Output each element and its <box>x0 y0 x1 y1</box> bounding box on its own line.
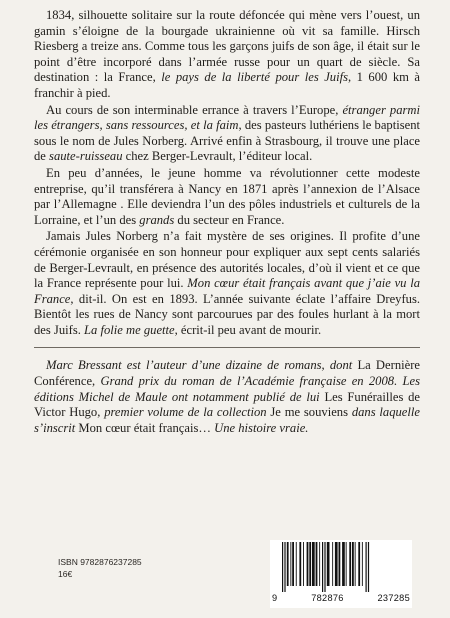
text-run: Mon cœur était français… <box>75 420 215 435</box>
barcode-bar <box>327 542 330 586</box>
barcode-bar <box>312 542 315 586</box>
synopsis-paragraph <box>34 103 420 165</box>
italic-run: Mon cœur était français avant que j’aie vu la France <box>34 276 420 306</box>
barcode-bar <box>342 542 345 586</box>
text-run: , des pasteurs luthériens le baptisent sous le nom de Jules Norberg. Arrivé enfin à Strasbourg, il trouve une place de <box>34 118 420 164</box>
synopsis-paragraph <box>34 166 420 228</box>
barcode-bar <box>335 542 338 586</box>
text-run: La Dernière Conférence, <box>34 358 420 389</box>
barcode-bar <box>358 542 360 586</box>
barcode-bars <box>270 540 412 592</box>
barcode-bar <box>349 542 351 586</box>
barcode-bar <box>319 542 320 586</box>
isbn-block <box>58 556 142 580</box>
author-blurb <box>34 358 420 436</box>
barcode-bar <box>287 542 289 586</box>
barcode-bar <box>307 542 309 586</box>
italic-run: grands <box>139 212 175 227</box>
text-run: Au cours de son interminable errance à travers l’Europe, <box>46 102 343 117</box>
barcode-bar <box>346 542 347 586</box>
text-run: Jamais Jules Norberg n’a fait mystère de ses origines. Il profite d’une cérémonie organisée en son honneur pour expliquer aux sept cents salariés de Berger-Levrault, en présence des autorités locales, d’où il vient et ce que la France représente pour lui. <box>34 229 420 291</box>
barcode-bar <box>303 542 304 586</box>
barcode-bar <box>332 542 333 586</box>
text-run: chez Berger-Levrault, l’éditeur local. <box>122 149 313 164</box>
italic-run: saute-ruisseau <box>49 149 123 164</box>
italic-run: le pays de la liberté pour les Juifs <box>161 70 348 85</box>
text-run: 1834, silhouette solitaire sur la route défoncée qui mène vers l’ouest, un gamin s’éloigne de la bourgade ukrainienne où vit sa famille. Hirsch Riesberg a treize ans. Comme tous les garçons juifs de son âge, il était sur le point d’être incorporé dans l’armée russe pour un quart de siècle. Sa destination : la France, <box>34 8 420 85</box>
synopsis-paragraph <box>34 8 420 102</box>
italic-run: dans laquelle s’inscrit <box>34 405 420 435</box>
barcode-digits <box>270 593 412 603</box>
text-run: Les Funérailles de Victor Hugo, <box>34 389 420 420</box>
text-run: Je me souviens <box>266 405 352 420</box>
price-label: 16€ <box>58 569 73 579</box>
barcode-bar <box>324 542 325 592</box>
barcode-bar <box>292 542 294 586</box>
barcode-bar <box>366 542 367 592</box>
italic-run: La folie me guette <box>84 322 175 337</box>
barcode-bar <box>316 542 318 586</box>
synopsis-paragraph <box>34 229 420 338</box>
barcode-bar <box>282 542 283 592</box>
italic-run: premier volume de la collection <box>104 405 267 420</box>
text-run: En peu d’années, le jeune homme va révolutionner cette modeste entreprise, qu’il transférera à Nancy en 1871 après l’annexion de l’Alsace par l’Allemagne . Elle deviendra l’un des pôles industriels et culturels de la Lorraine, et l’un des <box>34 165 420 227</box>
text-run: du secteur en France. <box>174 212 285 227</box>
text-run: , dit-il. On est en 1893. L’année suivante éclate l’affaire Dreyfus. Bientôt les rues de Nancy sont parcourues par des foules hurlant à la mort des Juifs. <box>34 291 420 337</box>
isbn-number: ISBN 9782876237285 <box>58 557 142 567</box>
italic-run: Une histoire vraie. <box>214 420 309 435</box>
synopsis <box>34 8 420 338</box>
barcode-digit-group-2: 237285 <box>377 593 410 603</box>
italic-run: Marc Bressant est l’auteur d’une dizaine de romans, dont <box>46 358 353 373</box>
barcode-bar <box>339 542 341 586</box>
text-run: , écrit-il peu avant de mourir. <box>174 322 322 337</box>
text-run: , 1 600 km à franchir à pied. <box>34 70 420 100</box>
barcode-bar <box>355 542 356 586</box>
barcode-bar <box>284 542 285 592</box>
back-cover-text <box>34 8 420 436</box>
barcode-bar <box>309 542 311 586</box>
barcode-bar <box>362 542 363 586</box>
italic-run: Grand prix du roman de l’Académie française en 2008. Les éditions Michel de Maule ont notamment publié de lui <box>34 374 420 404</box>
barcode-bar <box>290 542 291 586</box>
separator-line <box>34 347 420 348</box>
italic-run: étranger parmi les étrangers, sans ressources, et la faim <box>34 102 421 133</box>
barcode-bar <box>299 542 301 586</box>
barcode-bar <box>296 542 297 586</box>
barcode-bar <box>368 542 369 592</box>
barcode-bar <box>322 542 323 592</box>
barcode-bar <box>352 542 354 586</box>
barcode-digit-group-1: 782876 <box>311 593 344 603</box>
barcode-digit-lead: 9 <box>272 593 278 603</box>
